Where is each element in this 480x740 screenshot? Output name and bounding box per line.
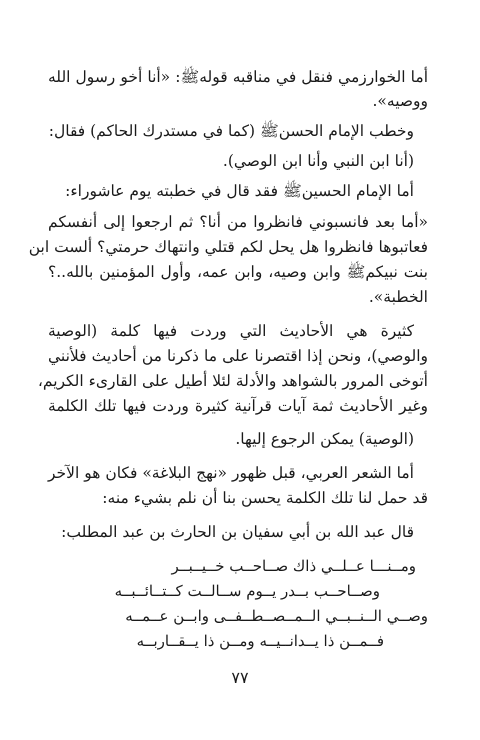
text-line-3: وخطب الإمام الحسنﷺ (كما في مستدرك الحاكم) فقال: xyxy=(48,122,414,140)
text-line-1: أما الخوارزمي فنقل في مناقبه قولهﷺ: «أنا أخو رسول الله xyxy=(48,68,428,86)
poem-verse-4: فــمــن ذا يــدانــيــه ومــن ذا يــقــاربــه xyxy=(136,632,384,650)
poetry-intro-line-1: أما الشعر العربي، قبل ظهور «نهج البلاغة» فكان هو الآخر xyxy=(48,464,414,482)
paragraph-line-5: (الوصية) يمكن الرجوع إليها. xyxy=(235,430,414,448)
poem-verse-3: وصــي الــنــبــي الــمــصــطــفــى وابــن عــمــه xyxy=(125,607,428,625)
poem-verse-2: وصــاحــب بــدر يــوم ســالــت كــتــائــبــه xyxy=(114,582,380,600)
poem-verse-1: ومــنـــا عــلــي ذاك صــاحــب خــيــبــر xyxy=(171,557,416,575)
text-line-5: أما الإمام الحسينﷺ فقد قال في خطبته يوم عاشوراء: xyxy=(65,182,414,200)
paragraph-line-2: والوصي)، ونحن إذا اقتصرنا على ما ذكرنا من أحاديث فلأنني xyxy=(48,347,428,365)
quote-line-3: بنت نبيكمﷺ وابن وصيه، وابن عمه، وأول المؤمنين بالله..؟ xyxy=(48,263,428,281)
paragraph-line-1: كثيرة هي الأحاديث التي وردت فيها كلمة (الوصية xyxy=(48,322,414,340)
quote-line-2: فعاتبوها فانظروا هل يحل لكم قتلي وانتهاك حرمتي؟ ألست ابن xyxy=(28,238,428,256)
quote-line-1: «أما بعد فانسبوني فانظروا من أنا؟ ثم ارجعوا إلى أنفسكم xyxy=(48,213,428,231)
paragraph-line-4: وغير الأحاديث ثمة آيات قرآنية كثيرة وردت فيها تلك الكلمة xyxy=(48,397,428,415)
poet-attribution: قال عبد الله بن أبي سفيان بن الحارث بن عبد المطلب: xyxy=(61,523,414,541)
quote-line-4: الخطبة». xyxy=(368,288,428,306)
text-line-4: (أنا ابن النبي وأنا ابن الوصي). xyxy=(222,152,414,170)
page-number: ٧٧ xyxy=(231,668,249,687)
paragraph-line-3: أتوخى المرور بالشواهد والأدلة لئلا أطيل على القارىء الكريم، xyxy=(37,372,428,390)
poetry-intro-line-2: قد حمل لنا تلك الكلمة يحسن بنا أن نلم بشيء منه: xyxy=(102,489,428,507)
text-line-2: ووصيه». xyxy=(372,92,428,110)
